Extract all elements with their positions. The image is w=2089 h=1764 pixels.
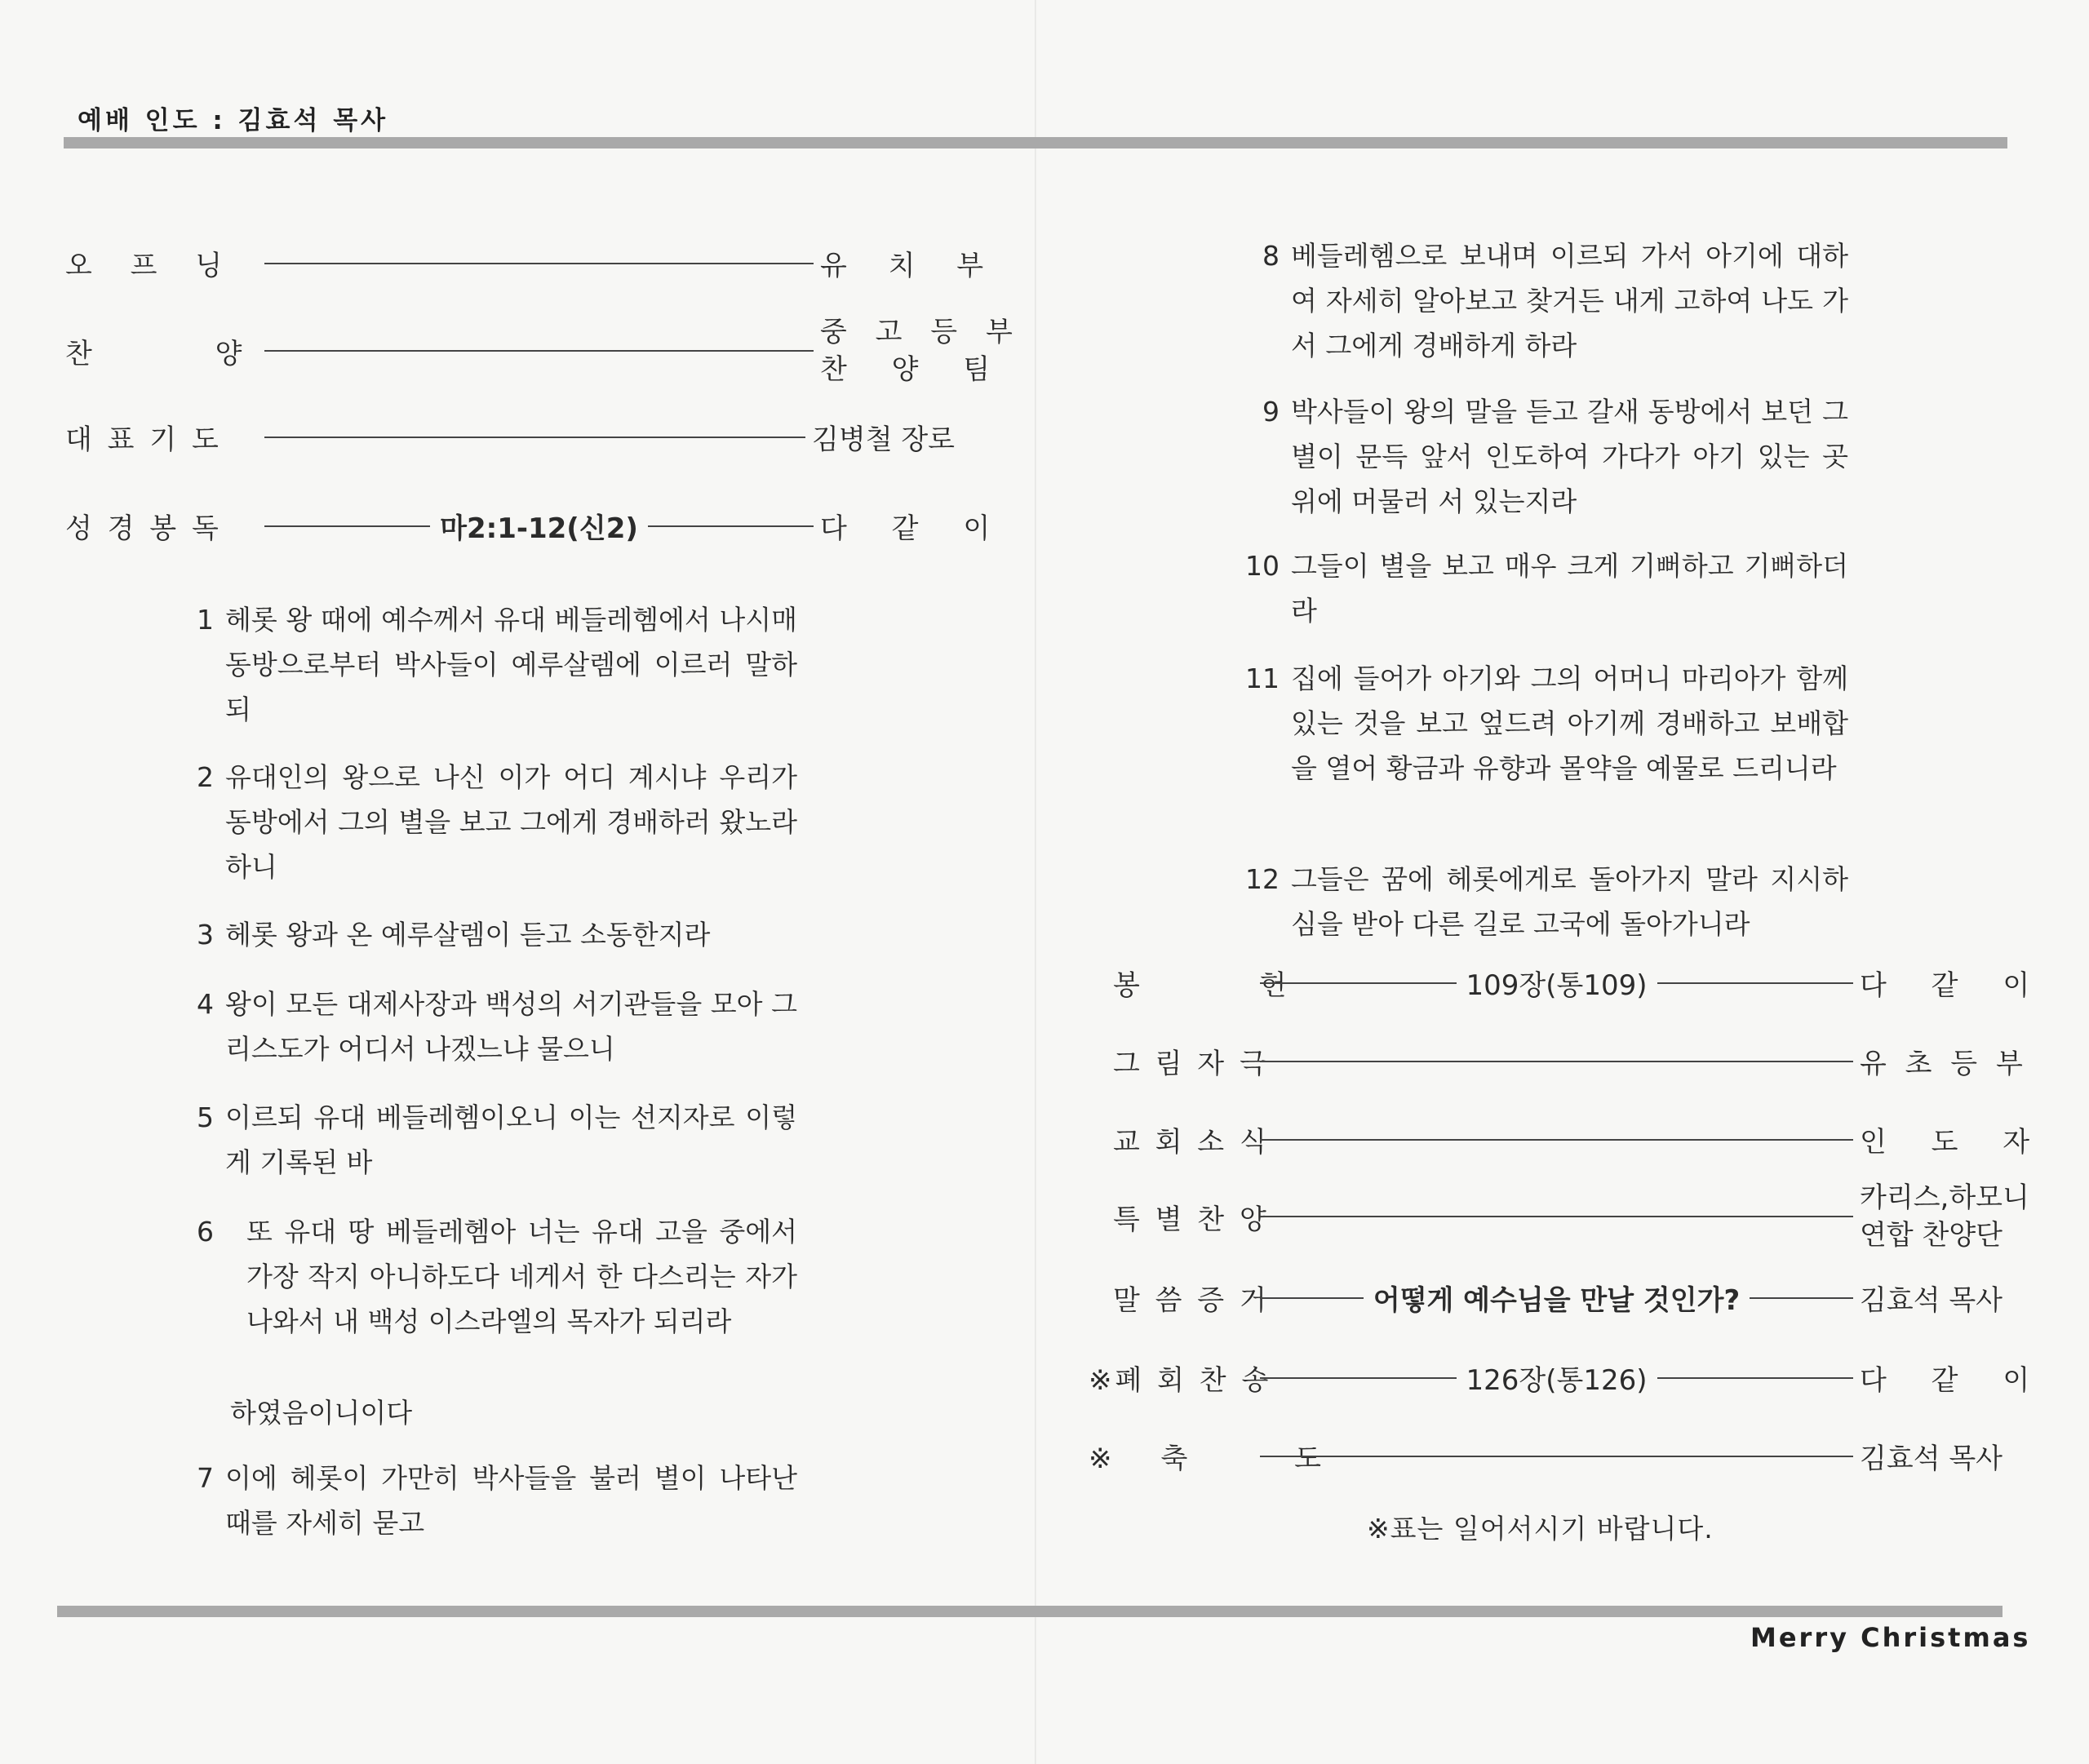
verse-text: 헤롯 왕과 온 예루살렘이 듣고 소동한지라 xyxy=(225,919,711,951)
verse-number: 11 xyxy=(1245,663,1280,694)
leader-line xyxy=(264,525,430,527)
verse-6 xyxy=(189,1209,797,1344)
verse-text: 이르되 유대 베들레헴이오니 이는 선지자로 이렇게 기록된 바 xyxy=(225,1101,797,1178)
verse-text: 헤롯 왕 때에 예수께서 유대 베들레헴에서 나시매 동방으로부터 박사들이 예루살렘에 이르러 말하되 xyxy=(225,604,797,725)
leader-line xyxy=(1260,1377,1457,1379)
order-performer: 다 같 이 xyxy=(820,512,1009,545)
order-performer: 유 초 등 부 xyxy=(1860,1048,2028,1080)
order-item-praise xyxy=(65,313,1022,388)
order-label: ※축 도 xyxy=(1089,1443,1370,1475)
leader-line xyxy=(1260,1061,1853,1062)
verse-6-ending: 하였음이니이다 xyxy=(230,1397,413,1429)
verse-text: 유대인의 왕으로 나신 이가 어디 계시냐 우리가 동방에서 그의 별을 보고 그에게 경배하러 왔노라 하니 xyxy=(225,761,797,883)
standing-note: ※표는 일어서시기 바랍니다. xyxy=(1367,1513,1714,1545)
leader-line xyxy=(1657,1377,1854,1379)
order-item-church-news xyxy=(1113,1119,2048,1159)
verse-4 xyxy=(189,982,797,1071)
verse-number: 5 xyxy=(197,1101,214,1133)
verse-text: 박사들이 왕의 말을 듣고 갈새 동방에서 보던 그 별이 문득 앞서 인도하여 가다가 아기 있는 곳 위에 머물러 서 있는지라 xyxy=(1291,396,1848,517)
order-label: 교 회 소 식 xyxy=(1113,1126,1270,1159)
order-performer: 김효석 목사 xyxy=(1860,1284,2003,1317)
performer-line: 카리스,하모니 xyxy=(1860,1181,2029,1214)
verse-text: 베들레헴으로 보내며 이르되 가서 아기에 대하여 자세히 알아보고 찾거든 내게 고하여 나도 가서 그에게 경배하게 하라 xyxy=(1291,240,1848,361)
verse-number: 2 xyxy=(197,761,214,793)
verse-text: 집에 들어가 아기와 그의 어머니 마리아가 함께 있는 것을 보고 엎드려 아기께 경배하고 보배합을 열어 황금과 유향과 몰약을 예물로 드리니라 xyxy=(1291,663,1848,784)
verse-text: 이에 헤롯이 가만히 박사들을 불러 별이 나타난 때를 자세히 묻고 xyxy=(225,1462,797,1539)
verse-8 xyxy=(1240,233,1848,368)
order-performer xyxy=(820,313,1022,388)
merry-christmas-footer: Merry Christmas xyxy=(1750,1622,2031,1653)
order-item-opening xyxy=(65,243,1000,283)
order-label: 오 프 닝 xyxy=(65,250,237,282)
order-item-benediction xyxy=(1089,1436,2003,1476)
leader-line xyxy=(1260,1216,1853,1217)
verse-number: 8 xyxy=(1262,240,1280,272)
hymn-number: 126장(통126) xyxy=(1466,1364,1648,1397)
leader-line xyxy=(1750,1297,1853,1299)
leader-line xyxy=(264,263,814,264)
leader-line xyxy=(264,350,814,352)
leader-line xyxy=(264,437,805,438)
order-performer: 김병철 장로 xyxy=(812,423,956,456)
order-label: 그 림 자 극 xyxy=(1113,1048,1270,1080)
leader-line xyxy=(1260,1456,1853,1457)
order-label: 대 표 기 도 xyxy=(65,423,222,456)
leader-line xyxy=(1260,1139,1853,1141)
order-item-shadow-play xyxy=(1113,1041,2028,1081)
performer-line: 중 고 등 부 xyxy=(820,316,1022,348)
worship-leader-header: 예배 인도 : 김효석 목사 xyxy=(78,106,389,135)
verse-number: 6 xyxy=(197,1216,214,1248)
verse-3 xyxy=(189,912,797,957)
verse-7 xyxy=(189,1456,797,1545)
verse-number: 4 xyxy=(197,988,214,1020)
verse-1 xyxy=(189,597,797,732)
leader-line xyxy=(1657,982,1854,984)
verse-text: 왕이 모든 대제사장과 백성의 서기관들을 모아 그리스도가 어디서 나겠느냐 물으니 xyxy=(225,988,797,1065)
leader-line xyxy=(1260,1297,1364,1299)
page-fold xyxy=(1035,0,1036,1764)
verse-10 xyxy=(1240,543,1848,633)
verse-12 xyxy=(1240,857,1848,946)
performer-line: 찬 양 팀 xyxy=(820,353,1009,386)
verse-text: 그들은 꿈에 헤롯에게로 돌아가지 말라 지시하심을 받아 다른 길로 고국에 돌아가니라 xyxy=(1291,863,1848,940)
order-label: ※폐 회 찬 송 xyxy=(1089,1364,1272,1397)
order-performer: 인 도 자 xyxy=(1860,1126,2048,1159)
order-performer: 다 같 이 xyxy=(1860,1364,2048,1397)
verse-number: 1 xyxy=(197,604,214,636)
order-label: 봉 헌 xyxy=(1113,969,1342,1002)
order-label: 특 별 찬 양 xyxy=(1113,1203,1270,1236)
order-label: 성 경 봉 독 xyxy=(65,512,222,545)
verse-number: 3 xyxy=(197,919,214,951)
order-item-sermon xyxy=(1113,1278,2003,1318)
order-label: 말 씀 증 거 xyxy=(1113,1284,1270,1317)
verse-number: 9 xyxy=(1262,396,1280,428)
scripture-reference: 마2:1-12(신2) xyxy=(440,512,638,545)
verse-number: 10 xyxy=(1245,550,1280,582)
order-item-offering xyxy=(1113,963,2048,1003)
order-performer: 유 치 부 xyxy=(820,250,1000,282)
leader-line xyxy=(648,525,814,527)
order-label: 찬 양 xyxy=(65,337,299,370)
order-item-closing-hymn xyxy=(1089,1358,2048,1398)
order-performer xyxy=(1860,1179,2029,1254)
bottom-divider-bar xyxy=(57,1606,2003,1617)
verse-number: 7 xyxy=(197,1462,214,1494)
verse-5 xyxy=(189,1095,797,1185)
hymn-number: 109장(통109) xyxy=(1466,969,1648,1002)
performer-line: 연합 찬양단 xyxy=(1860,1219,2003,1252)
verse-11 xyxy=(1240,656,1848,791)
verse-9 xyxy=(1240,389,1848,524)
order-performer: 다 같 이 xyxy=(1860,969,2048,1002)
verse-number: 12 xyxy=(1245,863,1280,895)
top-divider-bar xyxy=(64,137,2007,148)
sermon-title: 어떻게 예수님을 만날 것인가? xyxy=(1373,1284,1741,1317)
order-performer: 김효석 목사 xyxy=(1860,1443,2003,1475)
order-item-special-praise xyxy=(1113,1179,2029,1254)
order-item-scripture-reading xyxy=(65,506,1009,546)
leader-line xyxy=(1260,982,1457,984)
verse-text: 또 유대 땅 베들레헴아 너는 유대 고을 중에서 가장 작지 아니하도다 네게서 한 다스리는 자가 나와서 내 백성 이스라엘의 목자가 되리라 xyxy=(246,1216,797,1337)
order-item-prayer xyxy=(65,417,956,457)
verse-text: 그들이 별을 보고 매우 크게 기뻐하고 기뻐하더라 xyxy=(1291,550,1848,627)
verse-2 xyxy=(189,755,797,889)
